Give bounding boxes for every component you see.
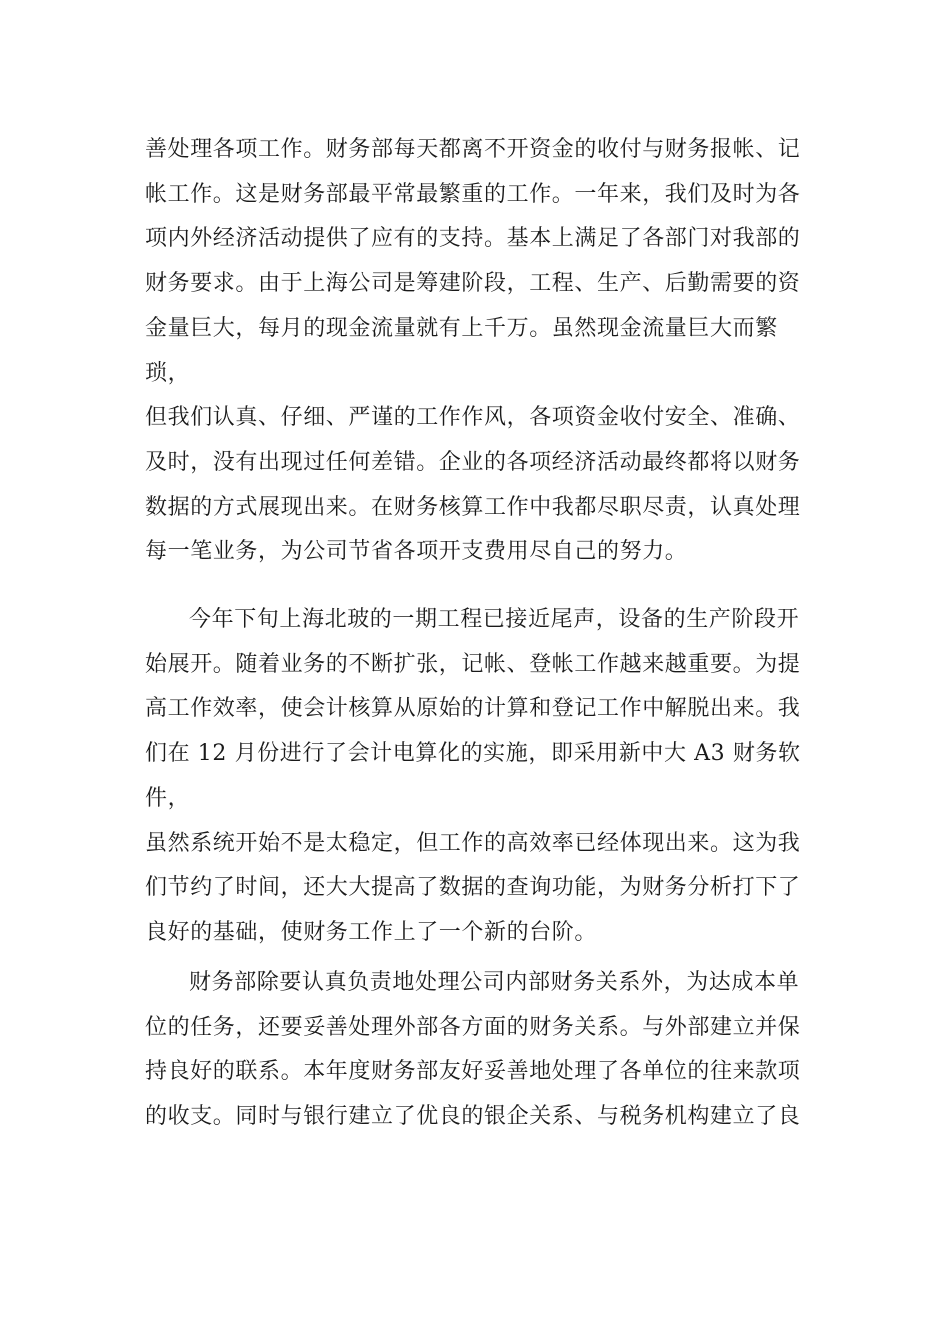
- paragraph-line: 每一笔业务，为公司节省各项开支费用尽自己的努力。: [145, 539, 688, 565]
- paragraph-line: 的收支。同时与银行建立了优良的银企关系、与税务机构建立了良: [145, 1104, 801, 1130]
- paragraph-line: 财务部除要认真负责地处理公司内部财务关系外，为达成本单: [189, 970, 800, 995]
- paragraph-line: 帐工作。这是财务部最平常最繁重的工作。一年来，我们及时为各: [145, 181, 801, 207]
- paragraph-line: 始展开。随着业务的不断扩张，记帐、登帐工作越来越重要。为提: [145, 651, 801, 677]
- paragraph-2: [145, 598, 805, 956]
- paragraph-line: 虽然系统开始不是太稳定，但工作的高效率已经体现出来。这为我: [145, 830, 801, 856]
- paragraph-1: [145, 128, 805, 575]
- paragraph-line: 高工作效率，使会计核算从原始的计算和登记工作中解脱出来。我: [145, 696, 801, 722]
- paragraph-line: 但我们认真、仔细、严谨的工作作风，各项资金收付安全、准确、: [145, 405, 801, 431]
- paragraph-line: 们节约了时间，还大大提高了数据的查询功能，为财务分析打下了: [145, 875, 801, 901]
- paragraph-line: 财务要求。由于上海公司是筹建阶段，工程、生产、后勤需要的资: [145, 271, 801, 297]
- paragraph-line: 们在 12 月份进行了会计电算化的实施，即采用新中大 A3 财务软件，: [145, 741, 801, 811]
- paragraph-line: 良好的基础，使财务工作上了一个新的台阶。: [145, 919, 598, 945]
- paragraph-line: 金量巨大，每月的现金流量就有上千万。虽然现金流量巨大而繁琐，: [145, 315, 778, 386]
- paragraph-line: 数据的方式展现出来。在财务核算工作中我都尽职尽责，认真处理: [145, 494, 801, 520]
- paragraph-line: 及时，没有出现过任何差错。企业的各项经济活动最终都将以财务: [145, 449, 801, 475]
- paragraph-line: 位的任务，还要妥善处理外部各方面的财务关系。与外部建立并保: [145, 1014, 801, 1040]
- paragraph-line: 善处理各项工作。财务部每天都离不开资金的收付与财务报帐、记: [145, 137, 801, 162]
- paragraph-3: [145, 961, 805, 1140]
- paragraph-line: 持良好的联系。本年度财务部友好妥善地处理了各单位的往来款项: [145, 1059, 801, 1085]
- paragraph-line: 项内外经济活动提供了应有的支持。基本上满足了各部门对我部的: [145, 226, 801, 252]
- paragraph-line: 今年下旬上海北玻的一期工程已接近尾声，设备的生产阶段开: [189, 607, 800, 632]
